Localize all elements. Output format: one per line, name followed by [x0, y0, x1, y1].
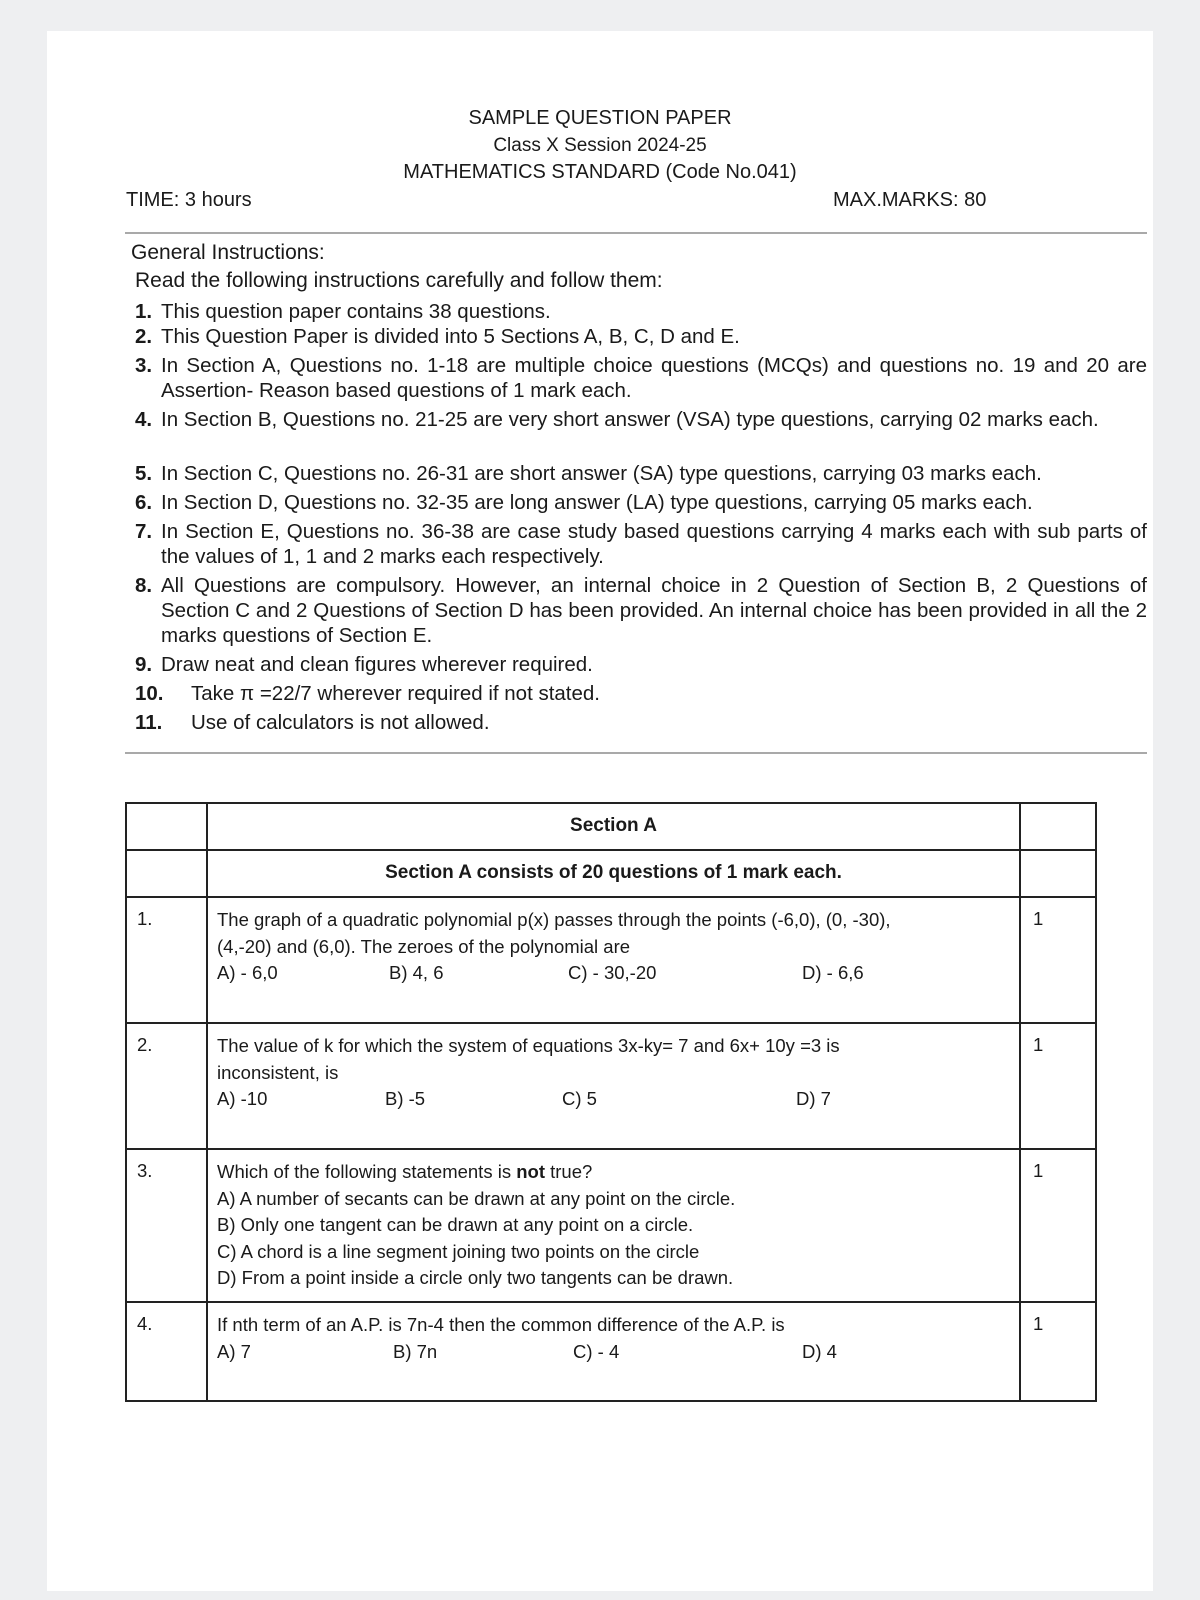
instruction-text: This question paper contains 38 questions. — [161, 300, 551, 323]
instruction-number: 7. — [135, 520, 153, 543]
question-body — [207, 1149, 1020, 1302]
option-c: C) - 4 — [573, 1340, 620, 1362]
section-a-table — [125, 802, 1097, 1402]
instruction-number: 8. — [135, 574, 153, 597]
options-row — [217, 1086, 1011, 1113]
question-text-line: inconsistent, is — [217, 1061, 339, 1083]
instruction-text: In Section A, Questions no. 1-18 are multiple choice questions (MCQs) and questions no. 19 and 20 are Assertion- Reason based questions of 1 mark each. — [161, 354, 1147, 402]
instructions-title: General Instructions: — [131, 241, 325, 264]
instruction-text: In Section E, Questions no. 36-38 are case study based questions carrying 4 marks each with sub parts of the values of 1, 1 and 2 marks each respectively. — [161, 520, 1147, 568]
instructions-divider — [125, 752, 1147, 754]
question-mark: 1 — [1020, 1023, 1096, 1149]
instruction-text: Use of calculators is not allowed. — [191, 711, 490, 734]
question-body — [207, 1023, 1020, 1149]
question-text-line: If nth term of an A.P. is 7n-4 then the common difference of the A.P. is — [217, 1314, 785, 1335]
question-stem-emphasis: not — [516, 1161, 545, 1182]
question-mark: 1 — [1020, 1149, 1096, 1302]
question-row — [126, 1302, 1096, 1401]
options-row — [217, 960, 1011, 987]
question-row — [126, 1023, 1096, 1149]
instruction-number: 2. — [135, 325, 153, 348]
question-paper-page — [47, 31, 1153, 1591]
instruction-number: 6. — [135, 491, 153, 514]
option-c: C) 5 — [562, 1088, 597, 1109]
paper-title: SAMPLE QUESTION PAPER — [468, 107, 732, 129]
question-text-line: The value of k for which the system of equations 3x-ky= 7 and 6x+ 10y =3 is — [217, 1035, 840, 1056]
question-number: 4. — [126, 1302, 207, 1401]
option-c: C) - 30,-20 — [568, 962, 657, 983]
instruction-text: In Section D, Questions no. 32-35 are long answer (LA) type questions, carrying 05 marks each. — [161, 491, 1033, 514]
question-stem-post: true? — [544, 1161, 593, 1182]
header-divider — [125, 232, 1147, 234]
statement-c: C) A chord is a line segment joining two points on the circle — [217, 1240, 700, 1262]
options-row — [217, 1339, 1011, 1366]
question-text-line: The graph of a quadratic polynomial p(x) passes through the points (-6,0), (0, -30), — [217, 909, 891, 930]
section-title-row — [126, 803, 1096, 850]
instruction-text: In Section C, Questions no. 26-31 are short answer (SA) type questions, carrying 03 marks each. — [161, 462, 1042, 485]
subject-line: MATHEMATICS STANDARD (Code No.041) — [403, 161, 797, 183]
instruction-number: 9. — [135, 653, 153, 676]
section-subtitle: Section A consists of 20 questions of 1 mark each. — [207, 850, 1020, 897]
option-b: B) 7n — [393, 1340, 438, 1362]
statement-d: D) From a point inside a circle only two tangents can be drawn. — [217, 1267, 734, 1288]
question-mark: 1 — [1020, 897, 1096, 1023]
statement-a: A) A number of secants can be drawn at any point on the circle. — [217, 1187, 736, 1209]
option-b: B) 4, 6 — [389, 962, 444, 983]
instruction-item — [135, 710, 1147, 735]
question-stem — [217, 1159, 1011, 1186]
question-stem-pre: Which of the following statements is — [217, 1161, 517, 1182]
option-d: D) - 6,6 — [802, 962, 864, 983]
question-body — [207, 1302, 1020, 1401]
instruction-text: In Section B, Questions no. 21-25 are very short answer (VSA) type questions, carrying 02 marks each. — [161, 408, 1099, 431]
question-number: 3. — [126, 1149, 207, 1302]
question-row — [126, 897, 1096, 1023]
instruction-number: 11. — [135, 711, 163, 734]
instruction-number: 5. — [135, 462, 153, 485]
instruction-item — [135, 407, 1147, 432]
question-mark: 1 — [1020, 1302, 1096, 1401]
question-number: 2. — [126, 1023, 207, 1149]
question-number: 1. — [126, 897, 207, 1023]
max-marks-label: MAX.MARKS: 80 — [833, 189, 987, 211]
instruction-item — [135, 681, 1147, 706]
instruction-text: Take π =22/7 wherever required if not stated. — [191, 682, 600, 705]
time-label: TIME: 3 hours — [126, 189, 252, 211]
instruction-number: 3. — [135, 354, 153, 377]
instruction-number: 1. — [135, 300, 153, 323]
instruction-number: 4. — [135, 408, 153, 431]
instruction-item — [135, 353, 1147, 403]
instruction-item — [135, 573, 1147, 648]
question-body — [207, 897, 1020, 1023]
option-a: A) - 6,0 — [217, 962, 278, 983]
instruction-item — [135, 461, 1147, 486]
option-b: B) -5 — [385, 1088, 426, 1109]
option-d: D) 4 — [802, 1340, 837, 1362]
session-line: Class X Session 2024-25 — [493, 135, 707, 156]
instruction-item — [135, 299, 1147, 324]
instruction-item — [135, 324, 1147, 349]
instruction-item — [135, 490, 1147, 515]
instruction-text: All Questions are compulsory. However, an internal choice in 2 Question of Section B, 2 Questions of Section C and 2 Questions of Section D has been provided. An internal choice has been provided in all the 2 marks questions of Section E. — [161, 574, 1147, 647]
option-d: D) 7 — [796, 1088, 831, 1109]
statement-b: B) Only one tangent can be drawn at any point on a circle. — [217, 1214, 694, 1235]
section-subtitle-row — [126, 850, 1096, 897]
instruction-text: Draw neat and clean figures wherever required. — [161, 653, 593, 676]
instruction-item — [135, 652, 1147, 677]
option-a: A) -10 — [217, 1088, 268, 1109]
instruction-text: This Question Paper is divided into 5 Sections A, B, C, D and E. — [161, 325, 740, 348]
instructions-lead: Read the following instructions carefully and follow them: — [135, 269, 663, 292]
section-title: Section A — [207, 803, 1020, 850]
instruction-number: 10. — [135, 682, 164, 705]
option-a: A) 7 — [217, 1340, 251, 1362]
question-text-line: (4,-20) and (6,0). The zeroes of the polynomial are — [217, 935, 631, 957]
question-row — [126, 1149, 1096, 1302]
instruction-item — [135, 519, 1147, 569]
